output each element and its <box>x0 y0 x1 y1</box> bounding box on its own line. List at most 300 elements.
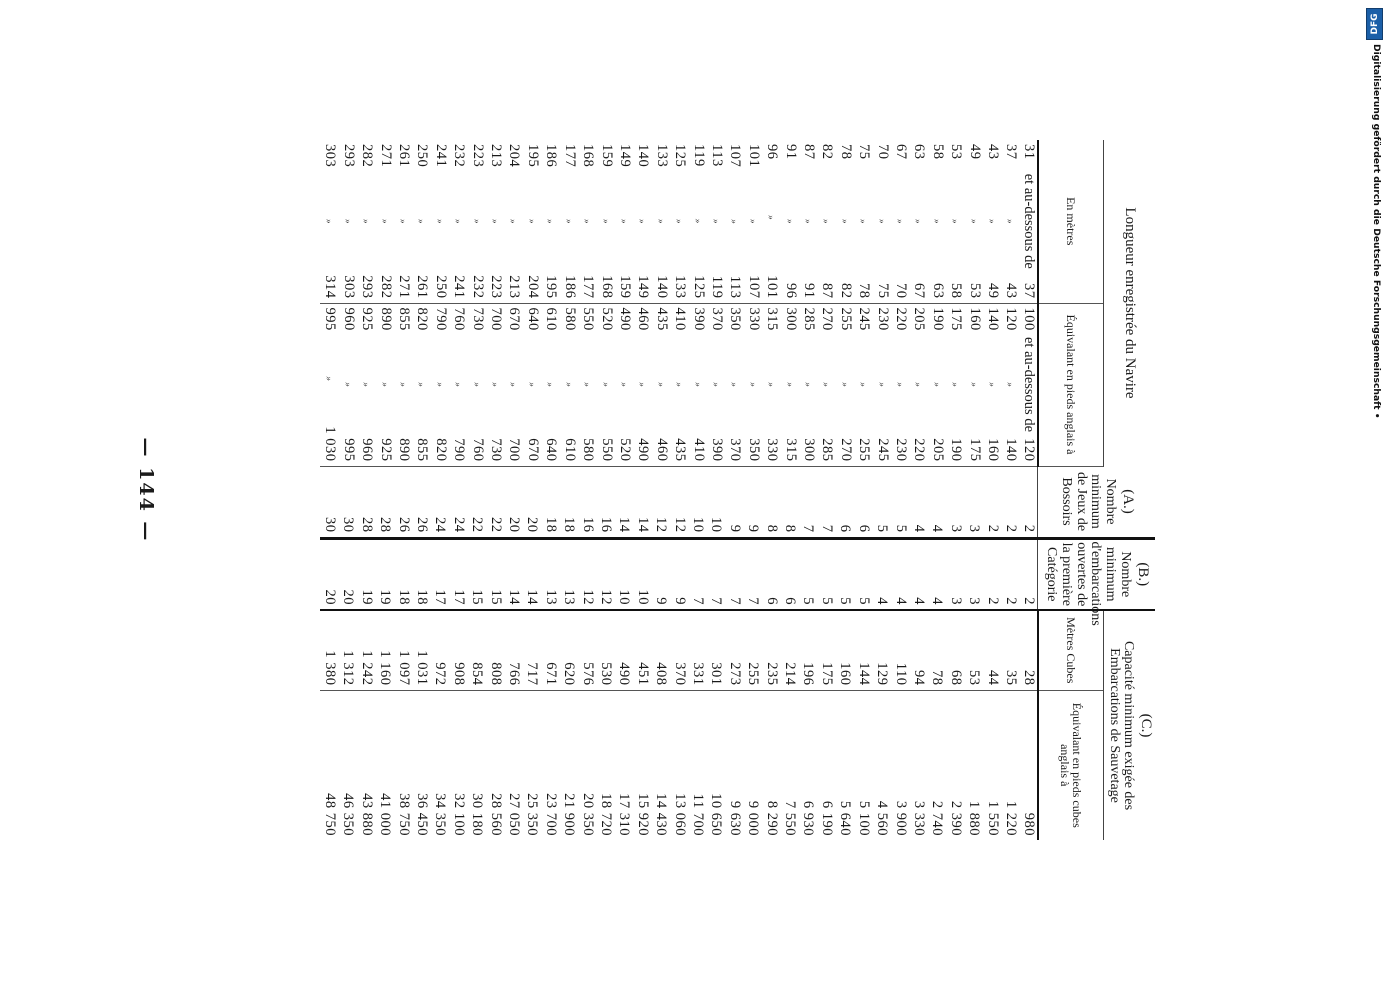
feet-cell-to: 230 <box>893 438 910 462</box>
boats-cell <box>909 538 927 610</box>
feet-cell-connector: » <box>729 382 740 387</box>
meters-cell-from: 70 <box>874 144 891 160</box>
table-row <box>835 140 853 840</box>
meters-cell-connector: » <box>655 219 666 224</box>
feet-cell <box>707 303 725 466</box>
boats-value: 7 <box>726 597 743 606</box>
meters-cell-to: 87 <box>819 283 836 299</box>
davits-value: 10 <box>690 517 707 533</box>
cubic-feet-cell <box>927 690 945 840</box>
meters-cell-connector: » <box>637 219 648 224</box>
feet-cell-from: 640 <box>524 307 541 331</box>
feet-cell-from: 855 <box>396 307 413 331</box>
boats-cell <box>596 538 614 610</box>
cubic-feet-cell <box>357 690 375 840</box>
davits-value: 4 <box>929 524 946 533</box>
cubic-meters-cell <box>707 610 725 690</box>
meters-cell-to: 70 <box>893 283 910 299</box>
cubic-feet-value: 6 930 <box>800 800 817 837</box>
cubic-meters-value: 530 <box>598 662 615 686</box>
cubic-feet-cell <box>835 690 853 840</box>
meters-cell-to: 53 <box>966 283 983 299</box>
cubic-feet-value: 17 310 <box>616 793 633 837</box>
meters-cell-connector: » <box>710 219 721 224</box>
cubic-meters-value: 370 <box>671 662 688 686</box>
meters-cell-connector: » <box>508 219 519 224</box>
feet-cell-connector: » <box>766 382 777 387</box>
meters-cell-connector: » <box>618 219 629 224</box>
feet-cell-connector: » <box>710 382 721 387</box>
meters-cell-to: 133 <box>672 275 689 299</box>
column-c-code: (C.) <box>1138 713 1154 738</box>
davits-value: 3 <box>966 524 983 533</box>
davits-value: 30 <box>321 517 338 533</box>
feet-cell-from: 220 <box>893 307 910 331</box>
feet-cell <box>320 303 338 466</box>
meters-cell-connector: » <box>379 219 390 224</box>
table-row <box>854 140 872 840</box>
cubic-feet-cell <box>375 690 393 840</box>
cubic-feet-value: 48 750 <box>321 793 338 837</box>
cubic-feet-value: 5 640 <box>837 800 854 837</box>
boats-cell <box>927 538 945 610</box>
cubic-meters-value: 94 <box>910 670 927 686</box>
boats-cell <box>725 538 743 610</box>
boats-value: 4 <box>929 597 946 606</box>
feet-cell-connector: » <box>784 382 795 387</box>
feet-cell-connector: » <box>618 382 629 387</box>
davits-cell <box>467 466 485 538</box>
boats-value: 2 <box>1021 597 1038 606</box>
feet-cell-from: 995 <box>322 307 339 331</box>
davits-value: 16 <box>579 517 596 533</box>
meters-cell-connector: » <box>895 219 906 224</box>
feet-cell-to: 370 <box>727 438 744 462</box>
cubic-meters-value: 68 <box>947 670 964 686</box>
feet-cell-from: 205 <box>911 307 928 331</box>
boats-cell <box>615 538 633 610</box>
meters-cell-to: 149 <box>635 275 652 299</box>
meters-cell-from: 43 <box>985 144 1002 160</box>
table-row <box>743 140 761 840</box>
boats-value: 5 <box>800 597 817 606</box>
table-row <box>1001 140 1019 840</box>
table-row <box>633 140 651 840</box>
davits-value: 2 <box>984 524 1001 533</box>
boats-cell <box>946 538 964 610</box>
meters-cell-from: 293 <box>340 144 357 168</box>
meters-cell <box>946 140 964 303</box>
cubic-feet-value: 3 330 <box>910 800 927 837</box>
boats-cell <box>651 538 669 610</box>
feet-cell <box>541 303 559 466</box>
boats-cell <box>412 538 430 610</box>
davits-value: 30 <box>340 517 357 533</box>
meters-cell <box>651 140 669 303</box>
feet-cell-from: 300 <box>782 307 799 331</box>
cubic-meters-value: 28 <box>1020 670 1037 686</box>
feet-cell-from: 140 <box>985 307 1002 331</box>
cubic-meters-cell <box>394 610 412 690</box>
meters-cell-from: 195 <box>524 144 541 168</box>
meters-cell-to: 177 <box>580 275 597 299</box>
meters-cell-from: 177 <box>561 144 578 168</box>
cubic-meters-cell <box>854 610 872 690</box>
feet-cell <box>927 303 945 466</box>
cubic-feet-value: 41 000 <box>377 793 394 837</box>
table-row <box>799 140 817 840</box>
cubic-meters-cell <box>1019 610 1037 690</box>
meters-cell-from: 204 <box>506 144 523 168</box>
feet-cell <box>559 303 577 466</box>
cubic-feet-cell <box>707 690 725 840</box>
table-row <box>412 140 430 840</box>
cubic-meters-value: 451 <box>634 662 651 686</box>
boats-cell <box>504 538 522 610</box>
davits-cell <box>688 466 706 538</box>
davits-value: 8 <box>782 524 799 533</box>
boats-value: 15 <box>487 589 504 606</box>
cubic-meters-value: 972 <box>432 662 449 686</box>
feet-cell-from: 390 <box>690 307 707 331</box>
feet-cell <box>964 303 982 466</box>
feet-cell-to: 730 <box>488 438 505 462</box>
meters-cell <box>725 140 743 303</box>
meters-cell-connector: » <box>821 219 832 224</box>
cubic-feet-cell <box>909 690 927 840</box>
feet-cell <box>891 303 909 466</box>
cubic-meters-cell <box>467 610 485 690</box>
boats-value: 18 <box>413 589 430 606</box>
feet-cell-to: 580 <box>580 438 597 462</box>
meters-cell-to: 241 <box>451 275 468 299</box>
cubic-feet-cell <box>430 690 448 840</box>
feet-cell <box>670 303 688 466</box>
feet-cell <box>651 303 669 466</box>
davits-cell <box>964 466 982 538</box>
meters-cell <box>375 140 393 303</box>
meters-cell-connector: » <box>398 219 409 224</box>
cubic-feet-cell <box>799 690 817 840</box>
boats-cell <box>780 538 798 610</box>
cubic-meters-value: 255 <box>745 662 762 686</box>
feet-cell-from: 730 <box>469 307 486 331</box>
cubic-meters-value: 854 <box>469 662 486 686</box>
meters-cell-connector: » <box>839 219 850 224</box>
meters-cell <box>320 140 338 303</box>
table-row <box>983 140 1001 840</box>
boats-value: 12 <box>579 589 596 606</box>
table-row <box>375 140 393 840</box>
cubic-meters-cell <box>780 610 798 690</box>
dfg-logo <box>1366 8 1383 40</box>
table-row <box>578 140 596 840</box>
feet-cell-connector: » <box>913 382 924 387</box>
davits-cell <box>762 466 780 538</box>
meters-cell <box>596 140 614 303</box>
feet-cell-from: 255 <box>837 307 854 331</box>
feet-cell <box>375 303 393 466</box>
meters-cell-from: 101 <box>745 144 762 168</box>
davits-value: 6 <box>837 524 854 533</box>
cubic-feet-cell <box>1019 690 1037 840</box>
cubic-meters-cell <box>449 610 467 690</box>
column-a-header <box>1038 466 1155 538</box>
meters-cell-to: 125 <box>690 275 707 299</box>
feet-cell <box>854 303 872 466</box>
feet-cell-to: 190 <box>948 438 965 462</box>
feet-cell-to: 270 <box>837 438 854 462</box>
feet-cell-to: 140 <box>1003 438 1020 462</box>
feet-cell-connector: » <box>490 382 501 387</box>
cubic-feet-value: 36 450 <box>413 793 430 837</box>
meters-cell-connector: » <box>858 219 869 224</box>
meters-cell-from: 37 <box>1003 144 1020 160</box>
feet-cell <box>1001 303 1019 466</box>
meters-cell <box>743 140 761 303</box>
feet-cell-connector: » <box>526 382 537 387</box>
feet-cell-from: 330 <box>745 307 762 331</box>
cubic-feet-value: 25 350 <box>524 793 541 837</box>
boats-cell <box>854 538 872 610</box>
boats-cell <box>817 538 835 610</box>
table-row <box>872 140 890 840</box>
feet-cell-from: 120 <box>1003 307 1020 331</box>
meters-cell-from: 261 <box>396 144 413 168</box>
feet-cell-connector: » <box>895 382 906 387</box>
davits-value: 14 <box>634 517 651 533</box>
cubic-feet-value: 4 560 <box>874 800 891 837</box>
meters-cell-to: 63 <box>929 283 946 299</box>
column-a-code: (A.) <box>1119 489 1136 514</box>
feet-cell-connector: » <box>858 382 869 387</box>
meters-cell-connector: » <box>582 219 593 224</box>
cubic-meters-cell <box>633 610 651 690</box>
davits-value: 4 <box>910 524 927 533</box>
boats-cell <box>872 538 890 610</box>
davits-cell <box>375 466 393 538</box>
boats-value: 19 <box>358 589 375 606</box>
feet-cell-from: 315 <box>764 307 781 331</box>
feet-cell <box>780 303 798 466</box>
feet-cell <box>762 303 780 466</box>
cubic-feet-value: 8 290 <box>763 800 780 837</box>
table-row <box>338 140 356 840</box>
cubic-feet-cell <box>762 690 780 840</box>
meters-cell <box>964 140 982 303</box>
feet-cell <box>725 303 743 466</box>
cubic-meters-cell <box>743 610 761 690</box>
meters-cell <box>394 140 412 303</box>
feet-cell-from: 435 <box>653 307 670 331</box>
davits-cell <box>854 466 872 538</box>
meters-cell-to: 43 <box>1003 283 1020 299</box>
meters-cell-to: 261 <box>414 275 431 299</box>
cubic-feet-value: 38 750 <box>395 793 412 837</box>
cubic-feet-cell <box>946 690 964 840</box>
feet-cell-connector: » <box>821 382 832 387</box>
table-row <box>780 140 798 840</box>
meters-cell <box>983 140 1001 303</box>
cubic-meters-cell <box>651 610 669 690</box>
davits-value: 2 <box>1002 524 1019 533</box>
meters-cell-to: 75 <box>874 283 891 299</box>
davits-cell <box>615 466 633 538</box>
cubic-meters-cell <box>670 610 688 690</box>
table-row <box>688 140 706 840</box>
meters-cell <box>449 140 467 303</box>
feet-cell-to: 925 <box>377 438 394 462</box>
feet-cell-to: 820 <box>432 438 449 462</box>
table-row <box>449 140 467 840</box>
boats-value: 13 <box>561 589 578 606</box>
cubic-feet-cell <box>854 690 872 840</box>
column-a-label: Nombre minimum de Jeux de Bossoirs <box>1059 471 1119 532</box>
davits-value: 18 <box>542 517 559 533</box>
boats-cell <box>964 538 982 610</box>
boats-value: 3 <box>966 597 983 606</box>
cubic-feet-cell <box>578 690 596 840</box>
feet-cell-connector: » <box>453 382 464 387</box>
meters-cell-connector: » <box>434 219 445 224</box>
table-row <box>891 140 909 840</box>
meters-cell-from: 113 <box>708 144 725 167</box>
cubic-feet-cell <box>320 690 338 840</box>
boats-value: 6 <box>782 597 799 606</box>
davits-value: 26 <box>413 517 430 533</box>
meters-cell <box>854 140 872 303</box>
feet-cell-connector: » <box>582 382 593 387</box>
feet-cell-connector: » <box>434 382 445 387</box>
meters-cell-from: 282 <box>359 144 376 168</box>
feet-cell-from: 700 <box>488 307 505 331</box>
feet-cell-to: 300 <box>801 438 817 462</box>
meters-cell-to: 314 <box>322 275 339 299</box>
cubic-feet-value: 13 060 <box>671 793 688 837</box>
davits-value: 12 <box>671 517 688 533</box>
cubic-feet-cell <box>467 690 485 840</box>
table-row <box>486 140 504 840</box>
boats-value: 10 <box>616 589 633 606</box>
meters-cell-connector: » <box>342 219 353 224</box>
table-row <box>467 140 485 840</box>
feet-cell-to: 245 <box>874 438 891 462</box>
boats-cell <box>578 538 596 610</box>
davits-value: 10 <box>708 517 725 533</box>
davits-cell <box>394 466 412 538</box>
feet-cell-from: 410 <box>672 307 689 331</box>
cubic-meters-value: 408 <box>653 662 670 686</box>
feet-cell-connector: et au-dessous de <box>1020 336 1037 433</box>
davits-value: 5 <box>892 524 909 533</box>
feet-cell-from: 350 <box>727 307 744 331</box>
cubic-meters-cell <box>559 610 577 690</box>
meters-cell-connector: » <box>490 219 501 224</box>
table-row <box>725 140 743 840</box>
table-body <box>320 140 1038 840</box>
davits-cell <box>817 466 835 538</box>
table-row <box>964 140 982 840</box>
feet-cell-connector: » <box>361 382 372 387</box>
davits-cell <box>559 466 577 538</box>
feet-cell <box>946 303 964 466</box>
cubic-feet-cell <box>412 690 430 840</box>
meters-cell <box>412 140 430 303</box>
feet-cell-to: 640 <box>543 438 560 462</box>
cubic-meters-cell <box>320 610 338 690</box>
davits-cell <box>799 466 817 538</box>
davits-value: 5 <box>874 524 891 533</box>
feet-cell-from: 670 <box>506 307 523 331</box>
meters-cell <box>688 140 706 303</box>
feet-cell-from: 520 <box>598 307 615 331</box>
feet-cell-from: 245 <box>856 307 873 331</box>
boats-value: 5 <box>837 597 854 606</box>
feet-cell <box>835 303 853 466</box>
meters-cell-from: 107 <box>727 144 744 168</box>
table-row <box>707 140 725 840</box>
boats-value: 20 <box>340 589 357 606</box>
table-row <box>430 140 448 840</box>
boats-cell <box>799 538 817 610</box>
boats-cell <box>688 538 706 610</box>
meters-cell-to: 213 <box>506 275 523 299</box>
cubic-feet-value: 30 180 <box>469 793 486 837</box>
cubic-feet-cell <box>1001 690 1019 840</box>
davits-value: 22 <box>469 517 486 533</box>
cubic-meters-value: 44 <box>984 670 1001 686</box>
feet-cell <box>523 303 541 466</box>
feet-cell-connector: » <box>674 382 685 387</box>
cubic-meters-cell <box>523 610 541 690</box>
meters-cell <box>891 140 909 303</box>
meters-cell-from: 186 <box>543 144 560 168</box>
meters-cell-to: 58 <box>948 283 965 299</box>
boats-value: 10 <box>634 589 651 606</box>
meters-cell-from: 78 <box>837 144 854 160</box>
feet-cell-to: 460 <box>653 438 670 462</box>
cubic-feet-cell <box>688 690 706 840</box>
davits-value: 9 <box>726 524 743 533</box>
meters-cell-from: 223 <box>469 144 486 168</box>
length-group-header: Longueur enregistrée du Navire <box>1103 140 1155 466</box>
feet-cell-connector: » <box>545 382 556 387</box>
davits-value: 24 <box>432 517 449 533</box>
davits-cell <box>743 466 761 538</box>
cubic-meters-value: 671 <box>542 662 559 686</box>
cubic-feet-cell <box>394 690 412 840</box>
cubic-meters-cell <box>817 610 835 690</box>
meters-cell <box>817 140 835 303</box>
table-row <box>651 140 669 840</box>
feet-cell <box>596 303 614 466</box>
cubic-meters-value: 144 <box>855 662 872 686</box>
cubic-meters-value: 110 <box>892 662 909 686</box>
boats-value: 9 <box>653 597 670 606</box>
cubic-feet-cell <box>486 690 504 840</box>
boats-value: 2 <box>984 597 1001 606</box>
meters-cell-connector: » <box>931 219 942 224</box>
cubic-meters-value: 214 <box>782 662 799 686</box>
feet-cell-from: 460 <box>635 307 652 331</box>
feet-cell-to: 520 <box>616 438 633 462</box>
cubic-feet-cell <box>964 690 982 840</box>
meters-cell <box>835 140 853 303</box>
cubic-meters-value: 1 031 <box>413 650 430 686</box>
davits-value: 16 <box>598 517 615 533</box>
boats-cell <box>762 538 780 610</box>
davits-cell <box>541 466 559 538</box>
